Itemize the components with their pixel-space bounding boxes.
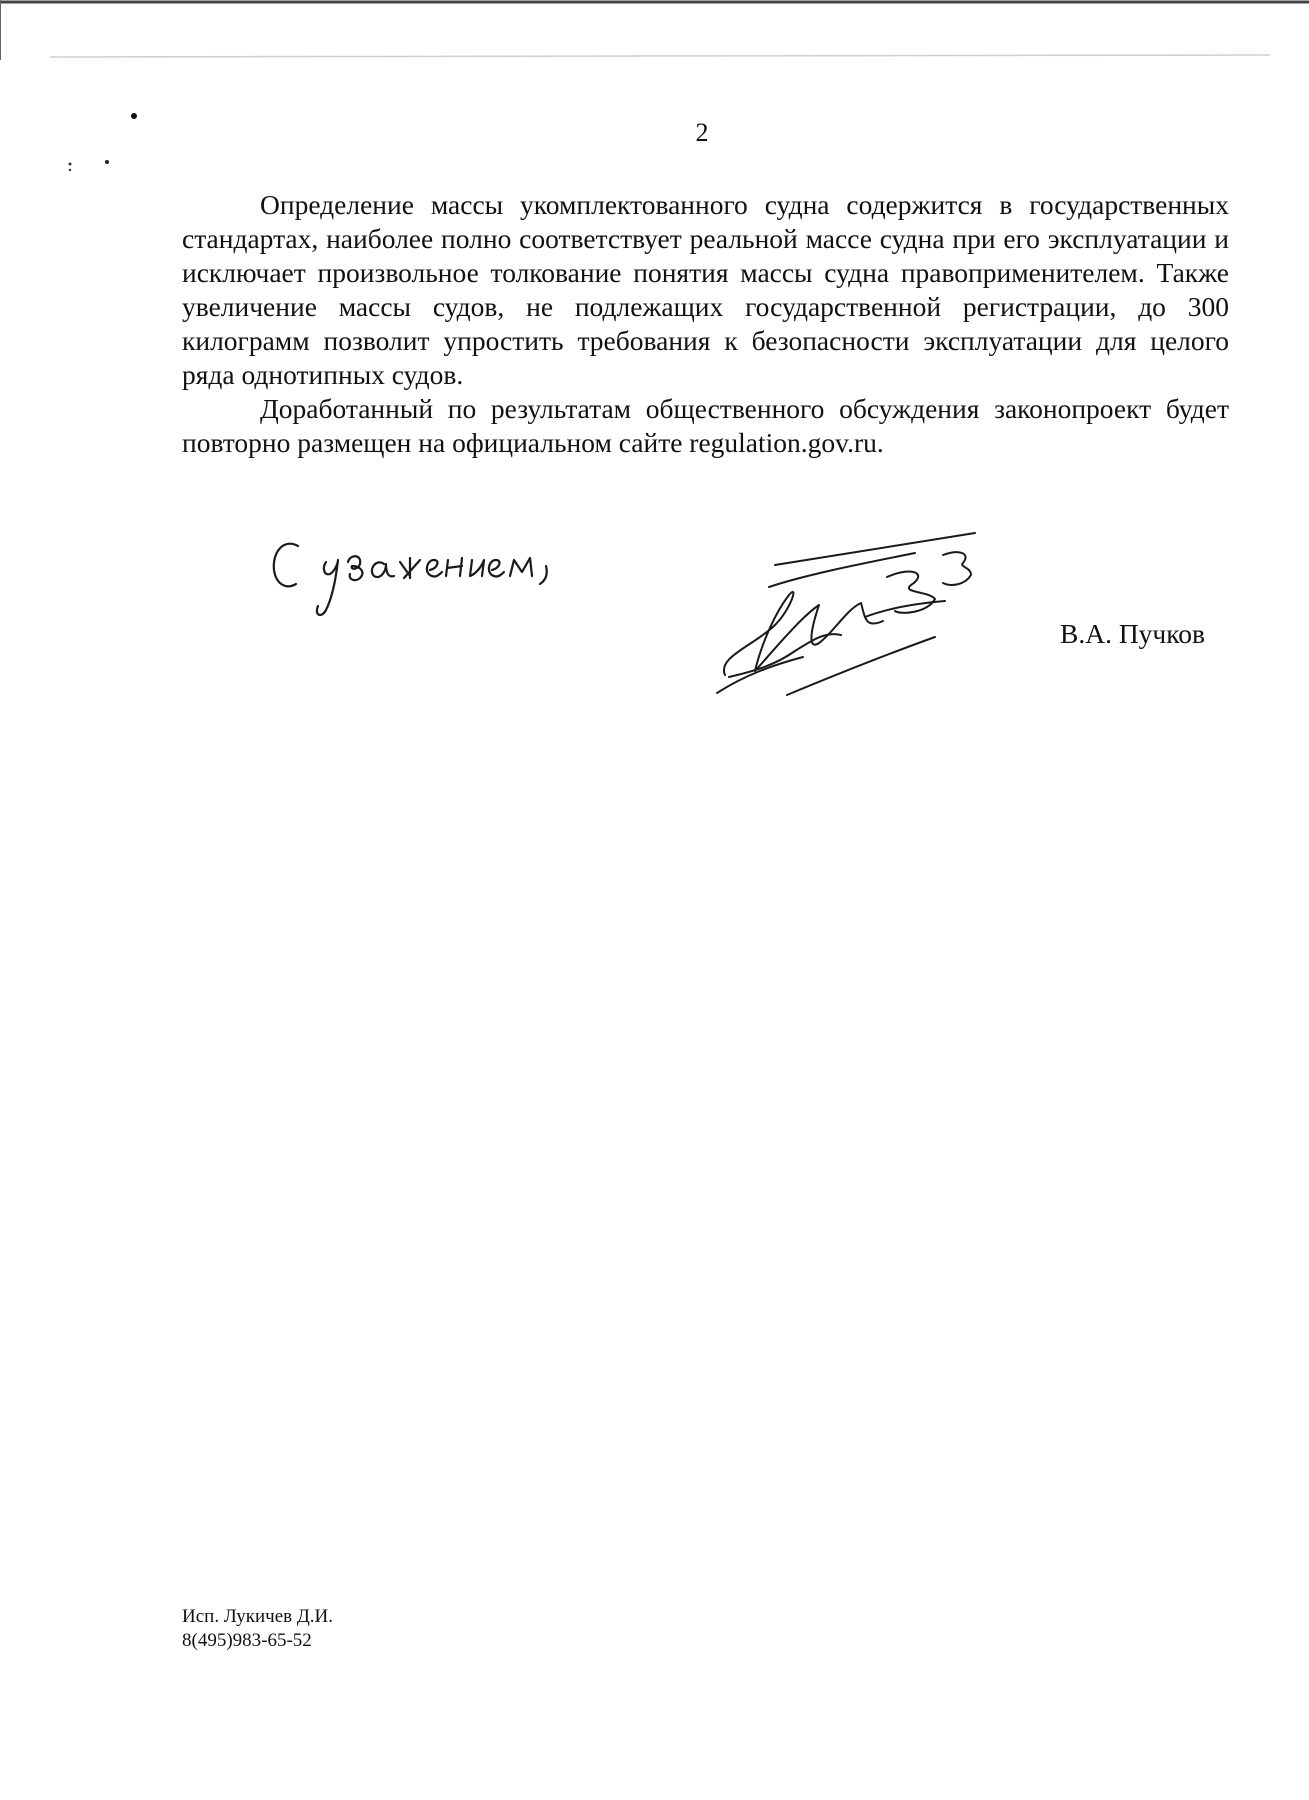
signer-name: В.А. Пучков <box>1060 618 1205 649</box>
handwritten-salutation <box>270 518 630 628</box>
body-paragraph-1: Определение массы укомплектованного судна содержится в государственных стандартах, наиболее полно соответствует реальной массе судна при его эксплуатации и исключает произвольное толкование понятия массы судна правоприменителем. Также увеличение массы судов, не подлежащих государственной регистрации, до 300 килограмм позволит упростить требования к безопасности эксплуатации для целого ряда однотипных судов. <box>182 189 1229 390</box>
executor-block <box>182 1605 333 1653</box>
letter-body <box>182 188 1229 460</box>
executor-name: Исп. Лукичев Д.И. <box>182 1606 334 1627</box>
signature <box>715 525 1055 705</box>
executor-phone: 8(495)983-65-52 <box>182 1630 312 1651</box>
body-paragraph-2: Доработанный по результатам общественного обсуждения законопроект будет повторно размещен на официальном сайте regulation.gov.ru. <box>182 393 1229 458</box>
page-number: 2 <box>695 118 709 147</box>
